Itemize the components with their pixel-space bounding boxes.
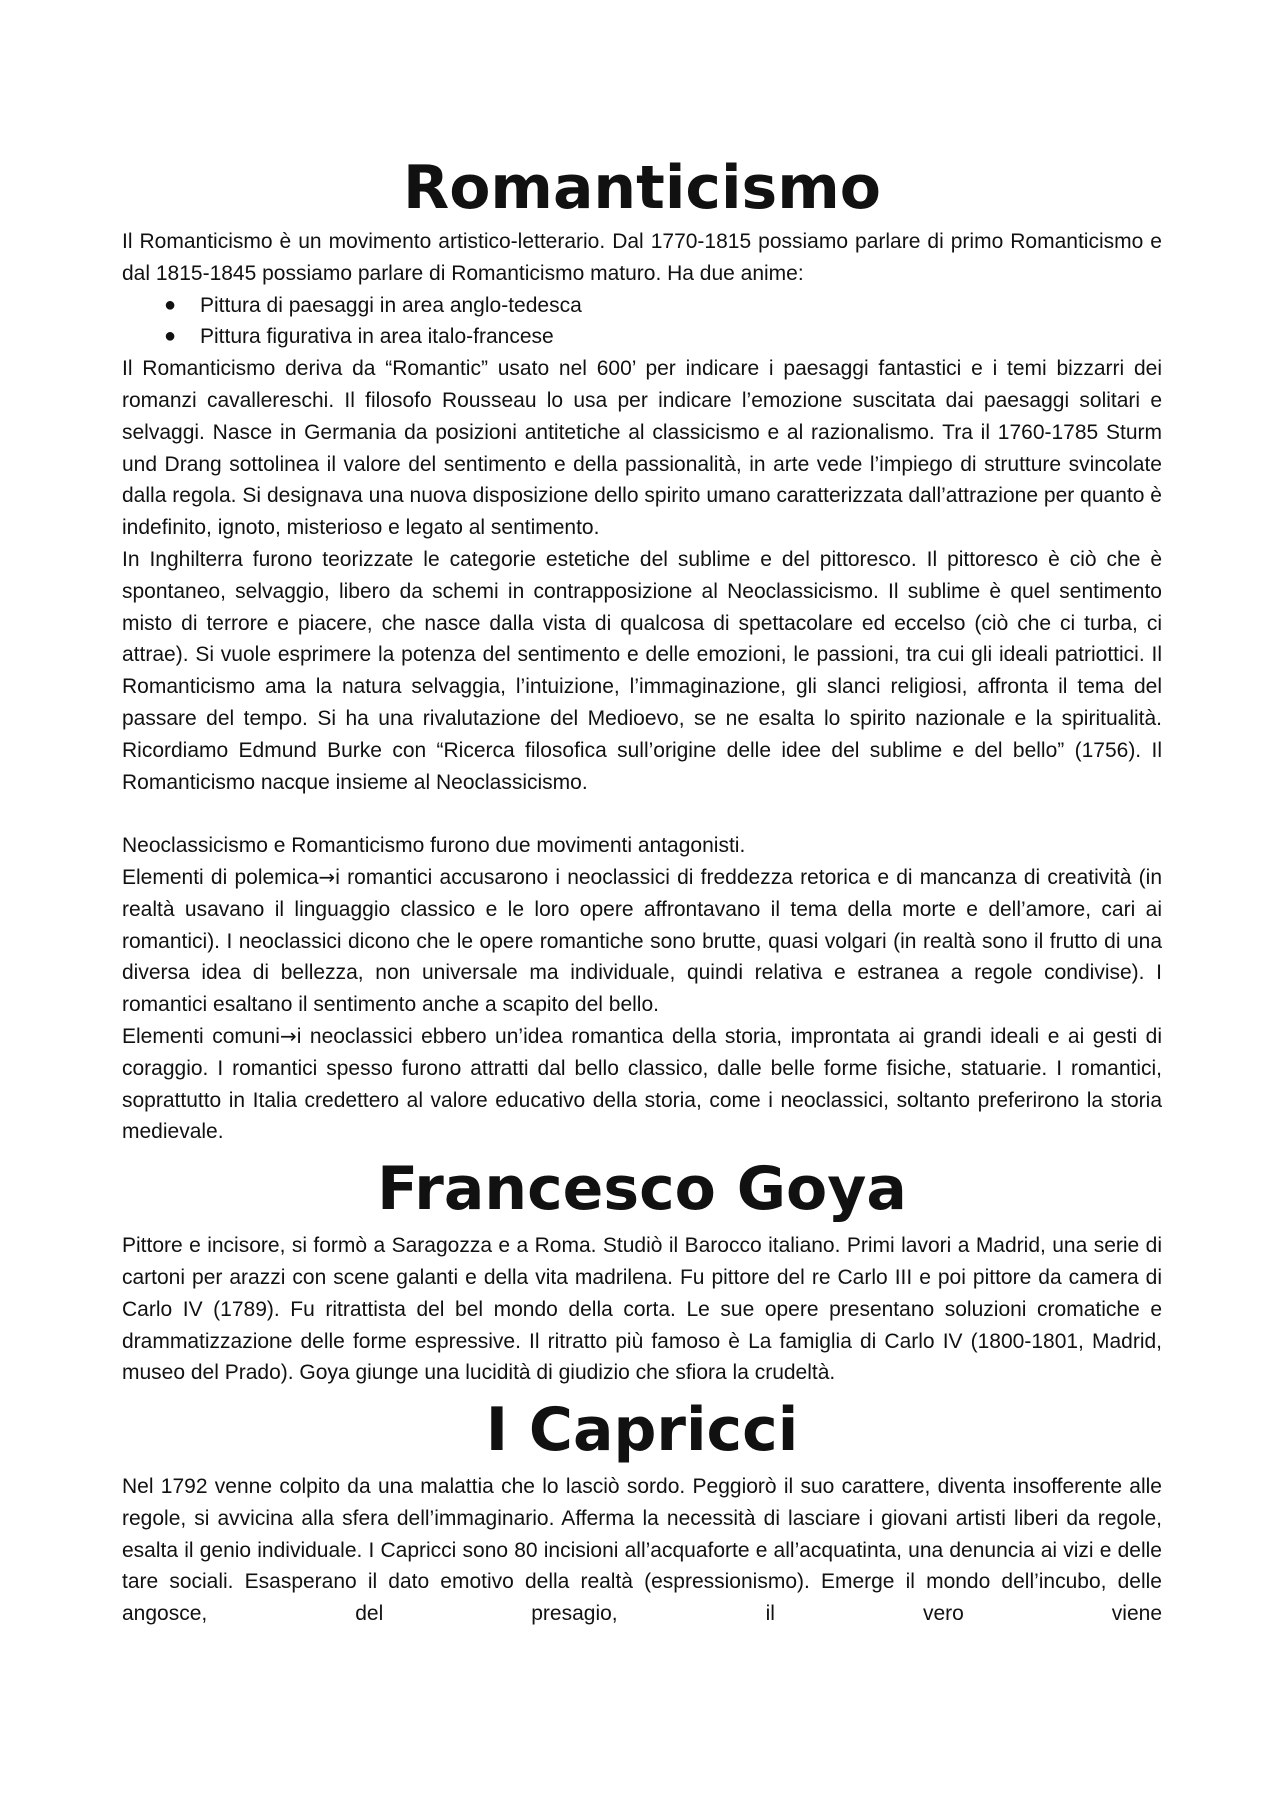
paragraph-antagonisti: Neoclassicismo e Romanticismo furono due movimenti antagonisti.: [122, 834, 746, 858]
polemica-label: Elementi di polemica: [122, 865, 319, 889]
paragraph-origin: Il Romanticismo deriva da “Romantic” usato nel 600’ per indicare i paesaggi fantastici e i temi bizzarri dei romanzi cavallereschi. Il filosofo Rousseau lo usa per indicare l’emozione suscitata dai paesaggi solitari e selvaggi. Nasce in Germania da posizioni antitetiche al classicismo e al razionalismo. Tra il 1760-1785 Sturm und Drang sottolinea il valore del sentimento e della passionalità, in arte vede l’impiego di strutture svincolate dalla regola. Si designava una nuova disposizione dello spirito umano caratterizzata dall’attrazione per quanto è indefinito, ignoto, misterioso e legato al sentimento.: [122, 357, 1162, 540]
bullet-icon: ●: [164, 293, 177, 316]
paragraph-goya: Pittore e incisore, si formò a Saragozza e a Roma. Studiò il Barocco italiano. Primi lavori a Madrid, una serie di cartoni per arazzi con scene galanti e della vita madrilena. Fu pittore del re Carlo III e poi pittore da camera di Carlo IV (1789). Fu ritrattista del bel mondo della corta. Le sue opere presentano soluzioni cromatiche e drammatizzazione delle forme espressive. Il ritratto più famoso è La famiglia di Carlo IV (1800-1801, Madrid, museo del Prado). Goya giunge una lucidità di giudizio che sfiora la crudeltà.: [122, 1234, 1162, 1385]
heading-goya: Francesco Goya: [377, 1154, 907, 1225]
arrow-right-icon: →: [318, 864, 336, 889]
comuni-text: i neoclassici ebbero un’idea romantica della storia, improntata ai grandi ideali e ai gesti di coraggio. I romantici spesso furono attratti dal bello classico, dalle belle forme fisiche, statuarie. I romantici, soprattutto in Italia credettero al valore educativo della storia, come i neoclassici, soltanto preferirono la storia medievale.: [122, 1024, 1163, 1144]
comuni-label: Elementi comuni: [122, 1024, 280, 1048]
list-item: ● Pittura figurativa in area italo-francese: [122, 321, 1162, 353]
blank-line: [122, 798, 1162, 830]
paragraph-sublime: In Inghilterra furono teorizzate le categorie estetiche del sublime e del pittoresco. Il pittoresco è ciò che è spontaneo, selvaggio, libero da schemi in contrapposizione al Neoclassicismo. Il sublime è quel sentimento misto di terrore e piacere, che nasce dalla vista di qualcosa di spettacolare ed eccelso (ciò che ci turba, ci attrae). Si vuole esprimere la potenza del sentimento e delle emozioni, le passioni, tra cui gli ideali patriottici. Il Romanticismo ama la natura selvaggia, l’intuizione, l’immaginazione, gli slanci religiosi, affronta il tema del passare del tempo. Si ha una rivalutazione del Medioevo, se ne esalta lo spirito nazionale e la spiritualità. Ricordiamo Edmund Burke con “Ricerca filosofica sull’origine delle idee del sublime e del bello” (1756). Il Romanticismo nacque insieme al Neoclassicismo.: [122, 547, 1162, 794]
heading-capricci: I Capricci: [485, 1395, 799, 1466]
list-item: ● Pittura di paesaggi in area anglo-tedesca: [122, 290, 1162, 322]
bullet-list: [122, 290, 1162, 354]
polemica-text: i romantici accusarono i neoclassici di freddezza retorica e di mancanza di creatività (in realtà usavano il linguaggio classico e le loro opere affrontavano il tema della morte e dell’amore, cari ai romantici). I neoclassici dicono che le opere romantiche sono brutte, quasi volgari (in realtà sono il frutto di una diversa idea di bellezza, non universale ma individuale, quindi relativa e estranea a regole condivise). I romantici esaltano il sentimento anche a scapito del bello.: [122, 865, 1162, 1017]
bullet-icon: ●: [164, 325, 177, 348]
paragraph-polemica: [122, 862, 1162, 1021]
document-page: [122, 150, 1162, 1630]
heading-romanticismo: Romanticismo: [403, 153, 881, 223]
arrow-right-icon: →: [279, 1023, 297, 1048]
paragraph-intro: Il Romanticismo è un movimento artistico-letterario. Dal 1770-1815 possiamo parlare di primo Romanticismo e dal 1815-1845 possiamo parlare di Romanticismo maturo. Ha due anime:: [122, 230, 1162, 285]
paragraph-comuni: [122, 1021, 1162, 1148]
paragraph-capricci: Nel 1792 venne colpito da una malattia che lo lasciò sordo. Peggiorò il suo carattere, diventa insofferente alle regole, si avvicina alla sfera dell’immaginario. Afferma la necessità di lasciare i giovani artisti liberi da regole, esalta il genio individuale. I Capricci sono 80 incisioni all’acquaforte e all’acquatinta, una denuncia ai vizi e delle tare sociali. Esasperano il dato emotivo della realtà (espressionismo). Emerge il mondo dell’incubo, delle angosce, del presagio, il vero viene: [122, 1475, 1162, 1626]
